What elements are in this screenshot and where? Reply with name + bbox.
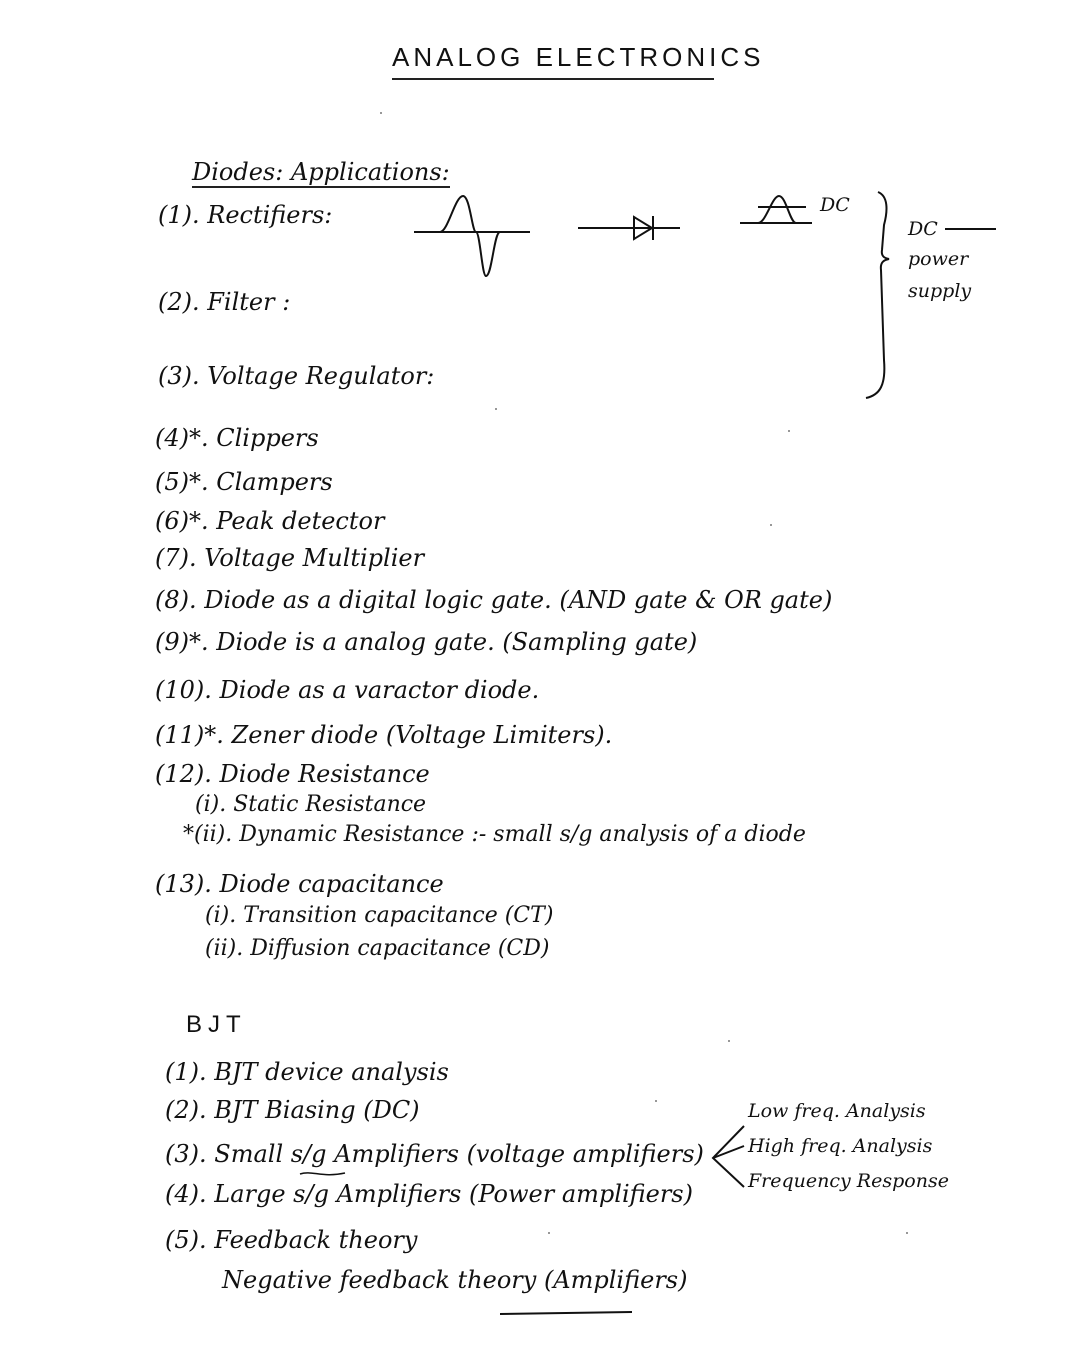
diode-item-3: (3). Voltage Regulator:: [158, 362, 435, 390]
scan-speck: [655, 1100, 657, 1102]
diode-item-9: (9)*. Diode is a analog gate. (Sampling gate): [155, 628, 698, 656]
diode-item-11: (11)*. Zener diode (Voltage Limiters).: [155, 721, 613, 749]
scan-speck: [495, 408, 497, 410]
analysis-low-freq: Low freq. Analysis: [748, 1100, 926, 1122]
diode-item-2: (2). Filter :: [158, 288, 291, 316]
scan-speck: [548, 1232, 550, 1234]
diode-item-12: (12). Diode Resistance: [155, 760, 430, 788]
power-supply-line-3: supply: [908, 280, 972, 302]
bjt-item-2: (2). BJT Biasing (DC): [165, 1096, 420, 1124]
diode-item-5: (5)*. Clampers: [155, 468, 333, 496]
diode-item-8: (8). Diode as a digital logic gate. (AND gate & OR gate): [155, 586, 833, 614]
scan-speck: [770, 524, 772, 526]
diode-item-1: (1). Rectifiers:: [158, 201, 333, 229]
bjt-item-5-sub: Negative feedback theory (Amplifiers): [222, 1266, 688, 1294]
diode-item-12-i: (i). Static Resistance: [195, 792, 427, 817]
analysis-high-freq: High freq. Analysis: [748, 1135, 933, 1157]
scan-speck: [380, 112, 382, 114]
scan-speck: [906, 1232, 908, 1234]
diode-item-7: (7). Voltage Multiplier: [155, 544, 425, 572]
analysis-frequency-response: Frequency Response: [748, 1170, 949, 1192]
diode-item-6: (6)*. Peak detector: [155, 507, 385, 535]
diodes-heading: Diodes: Applications:: [192, 158, 450, 186]
power-supply-line-2: power: [908, 248, 969, 270]
bjt-item-4: (4). Large s/g Amplifiers (Power amplifiers): [165, 1180, 693, 1208]
power-supply-line-1: DC: [908, 218, 938, 240]
diode-item-13-ii: (ii). Diffusion capacitance (CD): [205, 936, 550, 961]
bjt-item-1: (1). BJT device analysis: [165, 1058, 449, 1086]
diode-item-13-i: (i). Transition capacitance (CT): [205, 903, 554, 928]
diode-item-13: (13). Diode capacitance: [155, 870, 444, 898]
bjt-heading: BJT: [186, 1011, 247, 1038]
dc-label: DC: [820, 194, 850, 216]
bjt-item-5: (5). Feedback theory: [165, 1226, 418, 1254]
diode-item-4: (4)*. Clippers: [155, 424, 319, 452]
diode-item-12-ii: *(ii). Dynamic Resistance :- small s/g analysis of a diode: [183, 822, 806, 847]
page-title: ANALOG ELECTRONICS: [392, 42, 765, 72]
scan-speck: [788, 430, 790, 432]
scan-speck: [728, 1040, 730, 1042]
bjt-item-3: (3). Small s/g Amplifiers (voltage amplifiers): [165, 1140, 704, 1168]
diode-item-10: (10). Diode as a varactor diode.: [155, 676, 540, 704]
